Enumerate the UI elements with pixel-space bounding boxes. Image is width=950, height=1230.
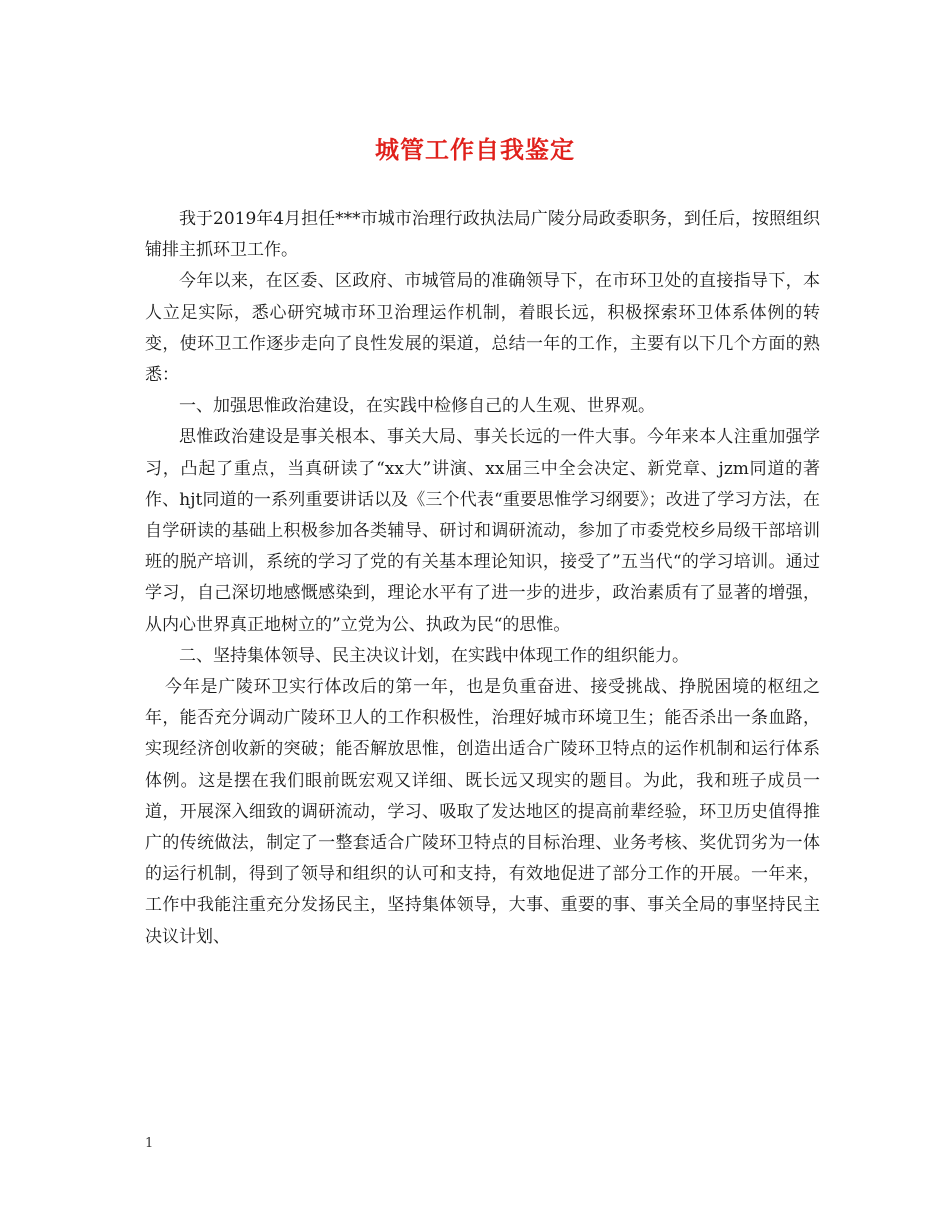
document-title: 城管工作自我鉴定 (375, 135, 575, 164)
paragraph-1: 我于2019年4月担任***市城市治理行政执法局广陵分局政委职务，到任后，按照组织铺排主抓环卫工作。 (145, 209, 820, 261)
paragraph-4: 今年是广陵环卫实行体改后的第一年，也是负重奋进、接受挑战、挣脱困境的枢纽之年，能否充分调动广陵环卫人的工作积极性，治理好城市环境卫生；能否杀出一条血路，实现经济创收新的突破；能否解放思惟，创造出适合广陵环卫特点的运作机制和运行体系体例。这是摆在我们眼前既宏观又详细、既长远又现实的题目。为此，我和班子成员一道，开展深入细致的调研流动，学习、吸取了发达地区的提高前辈经验，环卫历史值得推广的传统做法，制定了一整套适合广陵环卫特点的目标治理、业务考核、奖优罚劣为一体的运行机制，得到了领导和组织的认可和支持，有效地促进了部分工作的开展。一年来，工作中我能注重充分发扬民主，坚持集体领导，大事、重要的事、事关全局的事坚持民主决议计划、 (145, 677, 820, 947)
section-heading-1: 一、加强思惟政治建设，在实践中检修自己的人生观、世界观。 (179, 396, 655, 417)
section-heading-2: 二、坚持集体领导、民主决议计划，在实践中体现工作的组织能力。 (179, 645, 689, 666)
paragraph-3: 思惟政治建设是事关根本、事关大局、事关长远的一件大事。今年来本人注重加强学习，凸起了重点，当真研读了“xx大”讲演、xx届三中全会决定、新党章、jzm同道的著作、hjt同道的一系列重要讲话以及《三个代表“重要思惟学习纲要》；改进了学习方法，在自学研读的基础上积极参加各类辅导、研讨和调研流动，参加了市委党校乡局级干部培训班的脱产培训，系统的学习了党的有关基本理论知识，接受了”五当代“的学习培训。通过学习，自己深切地感慨感染到，理论水平有了进一步的进步，政治素质有了显著的增强，从内心世界真正地树立的”立党为公、执政为民“的思惟。 (145, 427, 820, 635)
document-body (145, 204, 820, 953)
paragraph-2: 今年以来，在区委、区政府、市城管局的准确领导下，在市环卫处的直接指导下，本人立足实际，悉心研究城市环卫治理运作机制，着眼长远，积极探索环卫体系体例的转变，使环卫工作逐步走向了良性发展的渠道，总结一年的工作，主要有以下几个方面的熟悉： (145, 271, 820, 386)
page-number: 1 (145, 1136, 154, 1151)
